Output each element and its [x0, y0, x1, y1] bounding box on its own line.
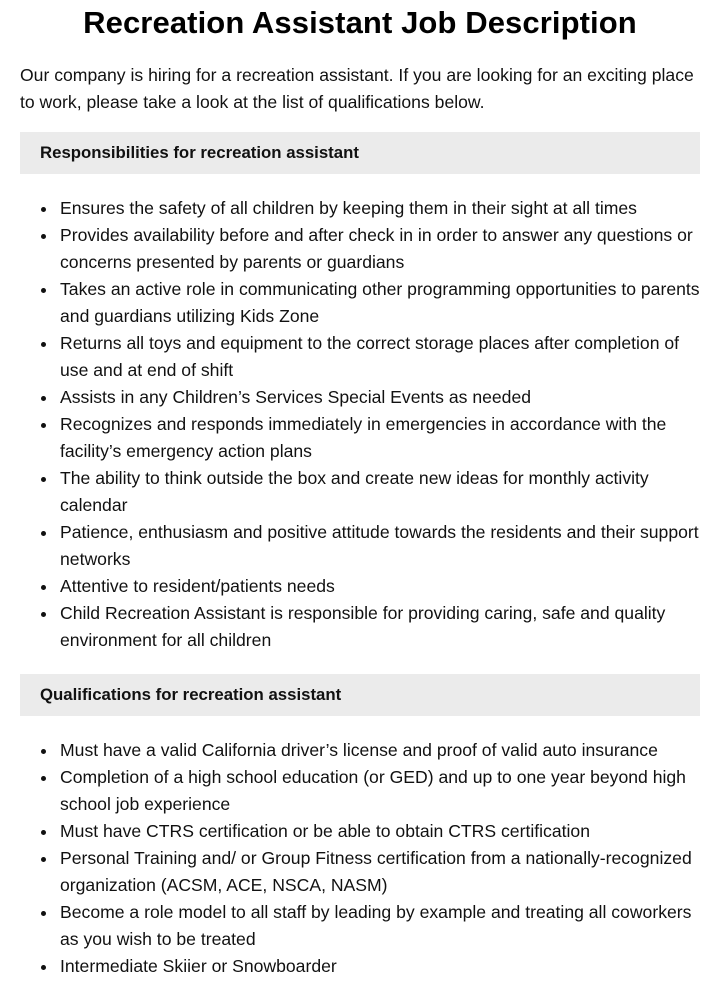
list-item-text: Personal Training and/ or Group Fitness certification from a nationally-recognized organization (ACSM, ACE, NSCA, NASM)	[60, 848, 692, 895]
list-item	[20, 411, 700, 465]
list-item	[20, 600, 700, 654]
list-item-text: Returns all toys and equipment to the correct storage places after completion of use and at end of shift	[60, 333, 680, 380]
list-item-text: Ensures the safety of all children by keeping them in their sight at all times	[60, 198, 637, 218]
bullet-icon	[41, 965, 46, 970]
intro-paragraph: Our company is hiring for a recreation assistant. If you are looking for an exciting place to work, please take a look at the list of qualifications below.	[20, 65, 694, 112]
list-item	[20, 818, 700, 845]
list-item-text: Patience, enthusiasm and positive attitude towards the residents and their support networks	[60, 522, 699, 569]
list-item	[20, 519, 700, 573]
list-item	[20, 195, 700, 222]
bullet-icon	[41, 911, 46, 916]
responsibilities-list	[20, 195, 700, 654]
list-item	[20, 764, 700, 818]
bullet-icon	[41, 585, 46, 590]
list-item	[20, 573, 700, 600]
bullet-icon	[41, 477, 46, 482]
list-item-text: Attentive to resident/patients needs	[60, 576, 335, 596]
responsibilities-header: Responsibilities for recreation assistant	[20, 132, 700, 174]
list-item	[20, 737, 700, 764]
bullet-icon	[41, 830, 46, 835]
qualifications-header: Qualifications for recreation assistant	[20, 674, 700, 716]
bullet-icon	[41, 234, 46, 239]
list-item-text: Provides availability before and after check in in order to answer any questions or concerns presented by parents or guardians	[60, 225, 693, 272]
list-item-text: Become a role model to all staff by leading by example and treating all coworkers as you wish to be treated	[60, 902, 692, 949]
qualifications-list	[20, 737, 700, 980]
list-item-text: Intermediate Skiier or Snowboarder	[60, 956, 337, 976]
list-item	[20, 384, 700, 411]
list-item-text: The ability to think outside the box and create new ideas for monthly activity calendar	[60, 468, 649, 515]
list-item	[20, 276, 700, 330]
list-item	[20, 465, 700, 519]
page-title: Recreation Assistant Job Description	[83, 5, 637, 40]
bullet-icon	[41, 612, 46, 617]
bullet-icon	[41, 207, 46, 212]
list-item-text: Recognizes and responds immediately in emergencies in accordance with the facility’s emergency action plans	[60, 414, 667, 461]
bullet-icon	[41, 776, 46, 781]
list-item	[20, 845, 700, 899]
list-item-text: Assists in any Children’s Services Special Events as needed	[60, 387, 532, 407]
bullet-icon	[41, 531, 46, 536]
bullet-icon	[41, 288, 46, 293]
list-item	[20, 330, 700, 384]
list-item	[20, 953, 700, 980]
list-item-text: Child Recreation Assistant is responsible for providing caring, safe and quality environment for all children	[60, 603, 666, 650]
list-item-text: Must have CTRS certification or be able to obtain CTRS certification	[60, 821, 590, 841]
list-item-text: Completion of a high school education (or GED) and up to one year beyond high school job experience	[60, 767, 686, 814]
list-item-text: Takes an active role in communicating other programming opportunities to parents and guardians utilizing Kids Zone	[60, 279, 700, 326]
list-item	[20, 899, 700, 953]
bullet-icon	[41, 423, 46, 428]
bullet-icon	[41, 342, 46, 347]
list-item-text: Must have a valid California driver’s license and proof of valid auto insurance	[60, 740, 658, 760]
list-item	[20, 222, 700, 276]
bullet-icon	[41, 396, 46, 401]
bullet-icon	[41, 749, 46, 754]
bullet-icon	[41, 857, 46, 862]
